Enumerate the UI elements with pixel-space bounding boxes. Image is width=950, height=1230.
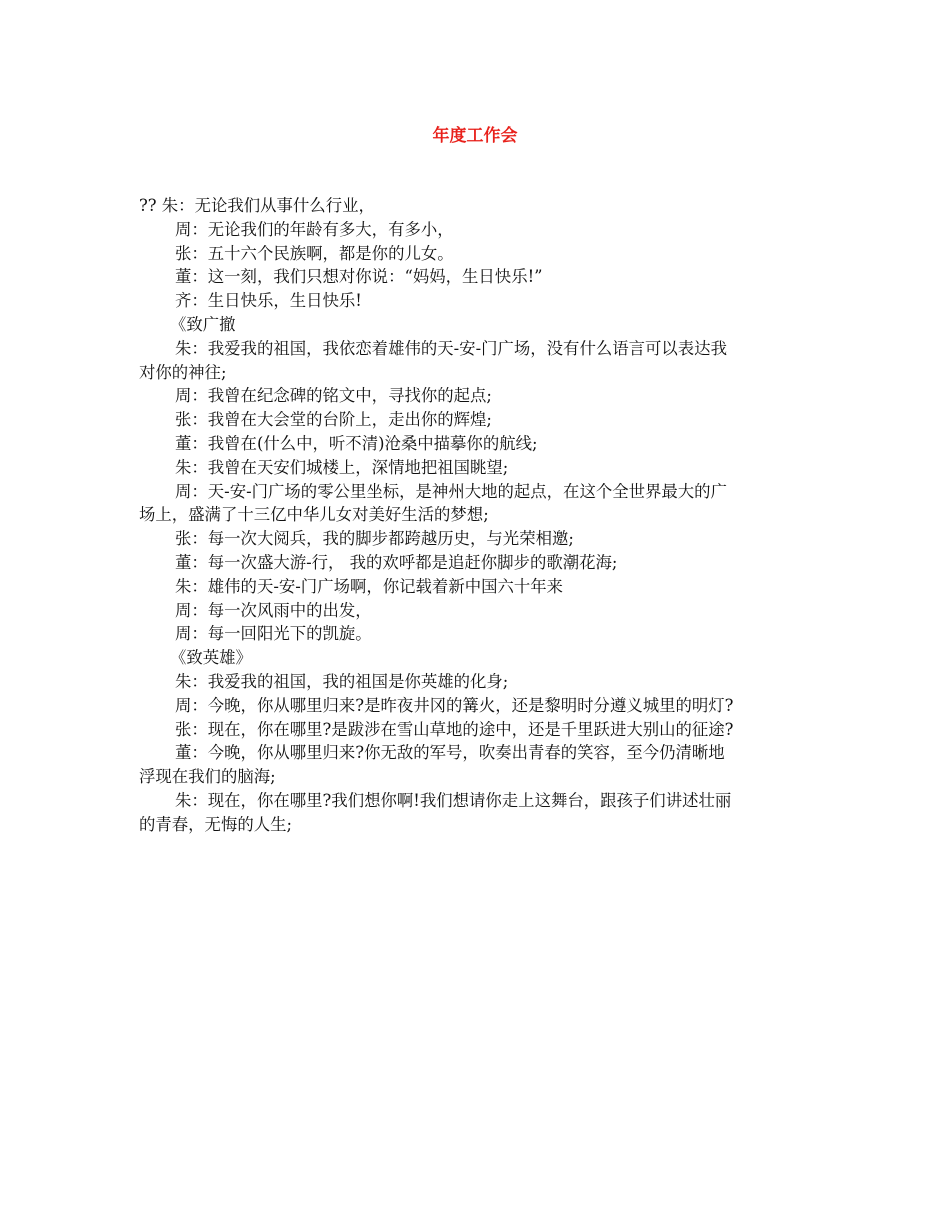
text-line: 周：无论我们的年龄有多大，有多小，: [175, 219, 454, 239]
text-line: 朱：我爱我的祖国，我的祖国是你英雄的化身;: [175, 671, 509, 691]
text-line: 对你的神往;: [139, 362, 227, 382]
text-line: 周：每一次风雨中的出发，: [175, 600, 372, 620]
text-line: 《致英雄》: [170, 648, 252, 668]
text-line: 朱：现在，你在哪里?我们想你啊!我们想请你走上这舞台，跟孩子们讲述壮丽: [175, 790, 732, 810]
text-line: 周：今晚，你从哪里归来?是昨夜井冈的篝火，还是黎明时分遵义城里的明灯?: [175, 695, 734, 715]
text-line: 董：这一刻，我们只想对你说：“妈妈，生日快乐!”: [175, 267, 543, 287]
text-line: 场上，盛满了十三亿中华儿女对美好生活的梦想;: [139, 505, 489, 525]
text-line: 《致广撤: [170, 314, 236, 334]
text-line: 浮现在我们的脑海;: [139, 767, 276, 787]
text-line: 朱：雄伟的天-安-门广场啊，你记载着新中国六十年来: [175, 576, 564, 596]
text-line: 朱：我曾在天安们城楼上，深情地把祖国眺望;: [175, 457, 509, 477]
text-line: 董：今晚，你从哪里归来?你无敌的军号，吹奏出青春的笑容，至今仍清晰地: [175, 743, 725, 763]
text-line: ?? 朱：无论我们从事什么行业，: [139, 196, 375, 215]
text-line: 周：天-安-门广场的零公里坐标，是神州大地的起点，在这个全世界最大的广: [175, 481, 727, 501]
text-line: 张：我曾在大会堂的台阶上，走出你的辉煌;: [175, 410, 492, 430]
text-line: 朱：我爱我的祖国，我依恋着雄伟的天-安-门广场，没有什么语言可以表达我: [175, 338, 727, 358]
text-line: 齐：生日快乐，生日快乐!: [175, 291, 362, 311]
text-line: 董：我曾在(什么中，听不清)沧桑中描摹你的航线;: [175, 433, 538, 453]
text-line: 张：五十六个民族啊，都是你的儿女。: [175, 243, 454, 263]
text-line: 周：每一回阳光下的凯旋。: [175, 624, 372, 644]
text-line: 的青春，无悔的人生;: [139, 814, 293, 834]
text-line: 周：我曾在纪念碑的铭文中，寻找你的起点;: [175, 386, 492, 406]
document-body: [139, 194, 813, 837]
text-line: 董：每一次盛大游-行， 我的欢呼都是追赶你脚步的歌潮花海;: [175, 552, 618, 572]
text-line: 张：每一次大阅兵，我的脚步都跨越历史，与光荣相邀;: [175, 529, 574, 549]
document-title: 年度工作会: [432, 126, 518, 146]
text-line: 张：现在，你在哪里?是跋涉在雪山草地的途中，还是千里跃进大别山的征途?: [175, 719, 734, 739]
